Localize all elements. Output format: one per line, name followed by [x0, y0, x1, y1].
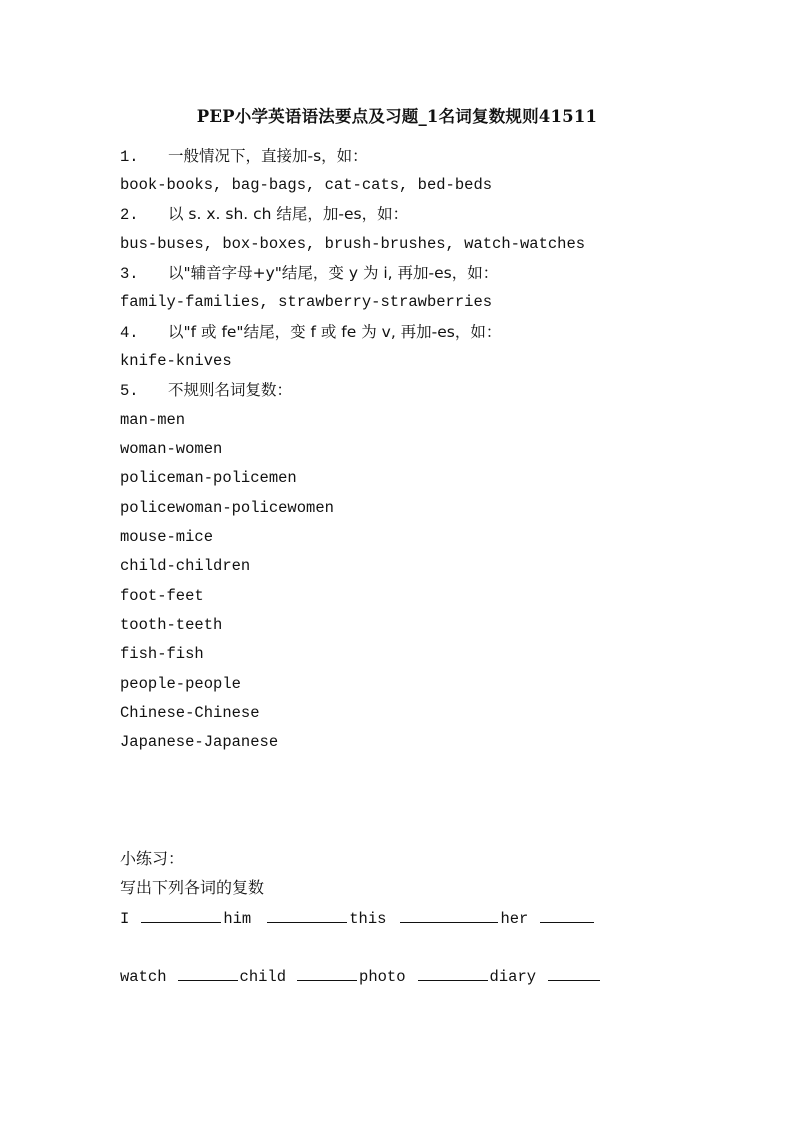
- practice-row-1: [120, 906, 596, 930]
- answer-blank[interactable]: [178, 964, 238, 981]
- irregular-item: Japanese-Japanese: [120, 733, 279, 751]
- irregular-item: mouse-mice: [120, 528, 214, 546]
- answer-blank[interactable]: [267, 906, 347, 923]
- rule-1-examples: book-books, bag-bags, cat-cats, bed-beds: [120, 176, 493, 194]
- rule-text: 一般情况下，直接加-s，如：: [168, 147, 368, 165]
- answer-blank[interactable]: [297, 964, 357, 981]
- practice-word: photo: [359, 968, 406, 986]
- answer-blank[interactable]: [418, 964, 488, 981]
- rule-text: 以 s. x. sh. ch 结尾，加-es，如：: [168, 205, 409, 223]
- irregular-item: child-children: [120, 557, 251, 575]
- answer-blank[interactable]: [141, 906, 221, 923]
- answer-blank[interactable]: [548, 964, 600, 981]
- rule-2: [120, 202, 408, 226]
- practice-heading: 小练习：: [120, 849, 185, 868]
- document-title: PEP小学英语语法要点及习题_1名词复数规则41511: [196, 107, 598, 126]
- rule-number: 5.: [120, 382, 139, 400]
- rule-4-examples: knife-knives: [120, 352, 232, 370]
- practice-word: this: [349, 910, 387, 928]
- rule-4: [120, 320, 501, 344]
- irregular-item: fish-fish: [120, 645, 204, 663]
- practice-row-2: [120, 964, 602, 988]
- rule-5: [120, 378, 292, 402]
- rule-text: 以"f 或 fe"结尾，变 f 或 fe 为 v, 再加-es，如：: [168, 323, 502, 341]
- irregular-item: people-people: [120, 675, 241, 693]
- practice-word: him: [223, 910, 252, 928]
- answer-blank[interactable]: [540, 906, 594, 923]
- rule-text: 不规则名词复数：: [168, 381, 293, 399]
- practice-instruction: 写出下列各词的复数: [120, 878, 265, 897]
- irregular-item: woman-women: [120, 440, 223, 458]
- rule-number: 3.: [120, 265, 139, 283]
- irregular-item: policeman-policemen: [120, 469, 297, 487]
- rule-number: 1.: [120, 148, 139, 166]
- rule-number: 4.: [120, 324, 139, 342]
- practice-word: diary: [489, 968, 537, 986]
- practice-word: I: [120, 910, 130, 928]
- rule-3-examples: family-families, strawberry-strawberries: [120, 293, 493, 311]
- irregular-item: Chinese-Chinese: [120, 704, 260, 722]
- irregular-item: foot-feet: [120, 587, 204, 605]
- rule-1: [120, 144, 368, 168]
- rule-number: 2.: [120, 206, 139, 224]
- irregular-item: policewoman-policewomen: [120, 499, 334, 517]
- answer-blank[interactable]: [400, 906, 498, 923]
- irregular-item: tooth-teeth: [120, 616, 223, 634]
- rule-3: [120, 261, 498, 285]
- practice-word: child: [239, 968, 287, 986]
- irregular-item: man-men: [120, 411, 186, 429]
- practice-word: watch: [120, 968, 167, 986]
- rule-text: 以"辅音字母+y"结尾，变 y 为 i, 再加-es，如：: [168, 264, 499, 282]
- rule-2-examples: bus-buses, box-boxes, brush-brushes, watch-watches: [120, 235, 586, 253]
- practice-word: her: [500, 910, 529, 928]
